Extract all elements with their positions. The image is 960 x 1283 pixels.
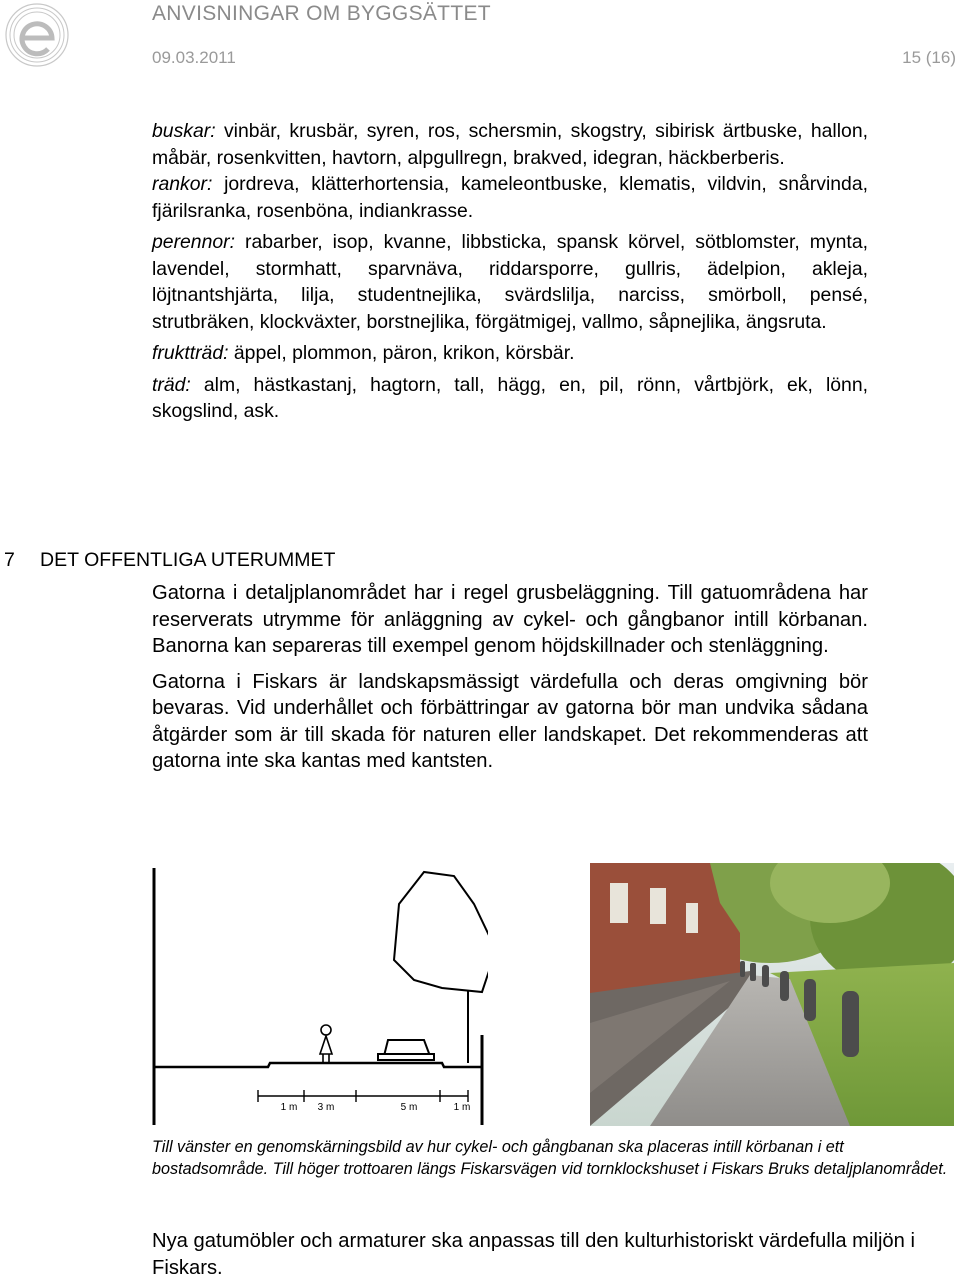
plant-category-label: fruktträd: [152,342,229,364]
pedestrian-figure [320,1025,332,1063]
figure-caption: Till vänster en genomskärningsbild av hur cykel- och gångbanan ska placeras intill körbanan i ett bostadsområde. Till höger trottoaren längs Fiskarsvägen vid tornklockshuset i Fiskars Bruks detaljplanområdet. [152,1138,948,1178]
plant-category-label: rankor: [152,173,213,195]
section-number: 7 [4,549,15,571]
company-logo [4,2,70,68]
section-heading [4,549,335,572]
car-icon [378,1040,434,1060]
plant-paragraph-buskar [152,118,868,171]
plant-category-text: vinbär, krusbär, syren, ros, schersmin, skogstry, sibirisk ärtbuske, hallon, måbär, rosenkvitten, havtorn, alpgullregn, brakved, idegran, häckberberis. [152,120,868,169]
dimension-label: 1 m [280,1102,298,1113]
building-window [686,903,698,933]
closing-paragraph: Nya gatumöbler och armaturer ska anpassas till den kulturhistoriskt värdefulla miljön i Fiskars. [152,1230,915,1279]
page-number: 15 (16) [902,48,956,67]
plant-category-label: träd: [152,373,191,396]
dimension-label: 5 m [400,1102,418,1113]
section-paragraph: Gatorna i Fiskars är landskapsmässigt värdefulla och deras omgivning bör bevaras. Vid underhållet och förbättringar av gatorna bör man undvika sådana åtgärder som är till skada för naturen eller landskapet. Det rekommenderas att gatorna inte ska kantas med kantsten. [152,670,868,772]
section-title: DET OFFENTLIGA UTERUMMET [40,549,336,571]
document-date: 09.03.2011 [152,48,236,67]
section-body [152,580,868,784]
street-photo [590,863,954,1126]
plant-category-text: jordreva, klätterhortensia, kameleontbuske, klematis, vildvin, snårvinda, fjärilsranka, rosenböna, indiankrasse. [152,173,868,222]
building-window [610,883,628,923]
plant-category-text: alm, hästkastanj, hagtorn, tall, hägg, en, pil, rönn, vårtbjörk, ek, lönn, skogslind, ask. [152,373,868,422]
tree-crown [394,872,488,992]
section-paragraph: Gatorna i detaljplanområdet har i regel grusbeläggning. Till gatuområdena har reserverats utrymme för anläggning av cykel- och gångbanor intill körbanan. Banorna kan separeras till exempel genom höjdskillnader och stenläggning. [152,582,868,657]
plant-category-label: perennor: [152,231,236,253]
dimension-label: 3 m [317,1102,335,1113]
dimension-label: 1 m [453,1102,471,1113]
plant-category-text: rabarber, isop, kvanne, libbsticka, spansk körvel, sötblomster, mynta, lavendel, stormhatt, sparvnäva, riddarsporre, gullris, ädelpion, akleja, löjtnantshjärta, lilja, studentnejlika, svärdslilja, narciss, smörboll, pensé, strutbräken, klockväxter, borstnejlika, förgätmigej, vallmo, såpnejlika, ängsruta. [152,231,868,333]
plant-category-label: buskar: [152,120,216,142]
ground-line [154,1063,482,1067]
plant-paragraph-trad [152,372,868,425]
plant-category-text: äppel, plommon, päron, krikon, körsbär. [228,342,575,364]
document-title: ANVISNINGAR OM BYGGSÄTTET [152,2,491,25]
plant-list [152,118,868,430]
plant-paragraph-rankor [152,171,868,224]
plant-paragraph-fruktrad [152,340,868,367]
building-window [650,888,666,924]
street-section-diagram [148,860,488,1128]
plant-paragraph-perennor [152,229,868,335]
